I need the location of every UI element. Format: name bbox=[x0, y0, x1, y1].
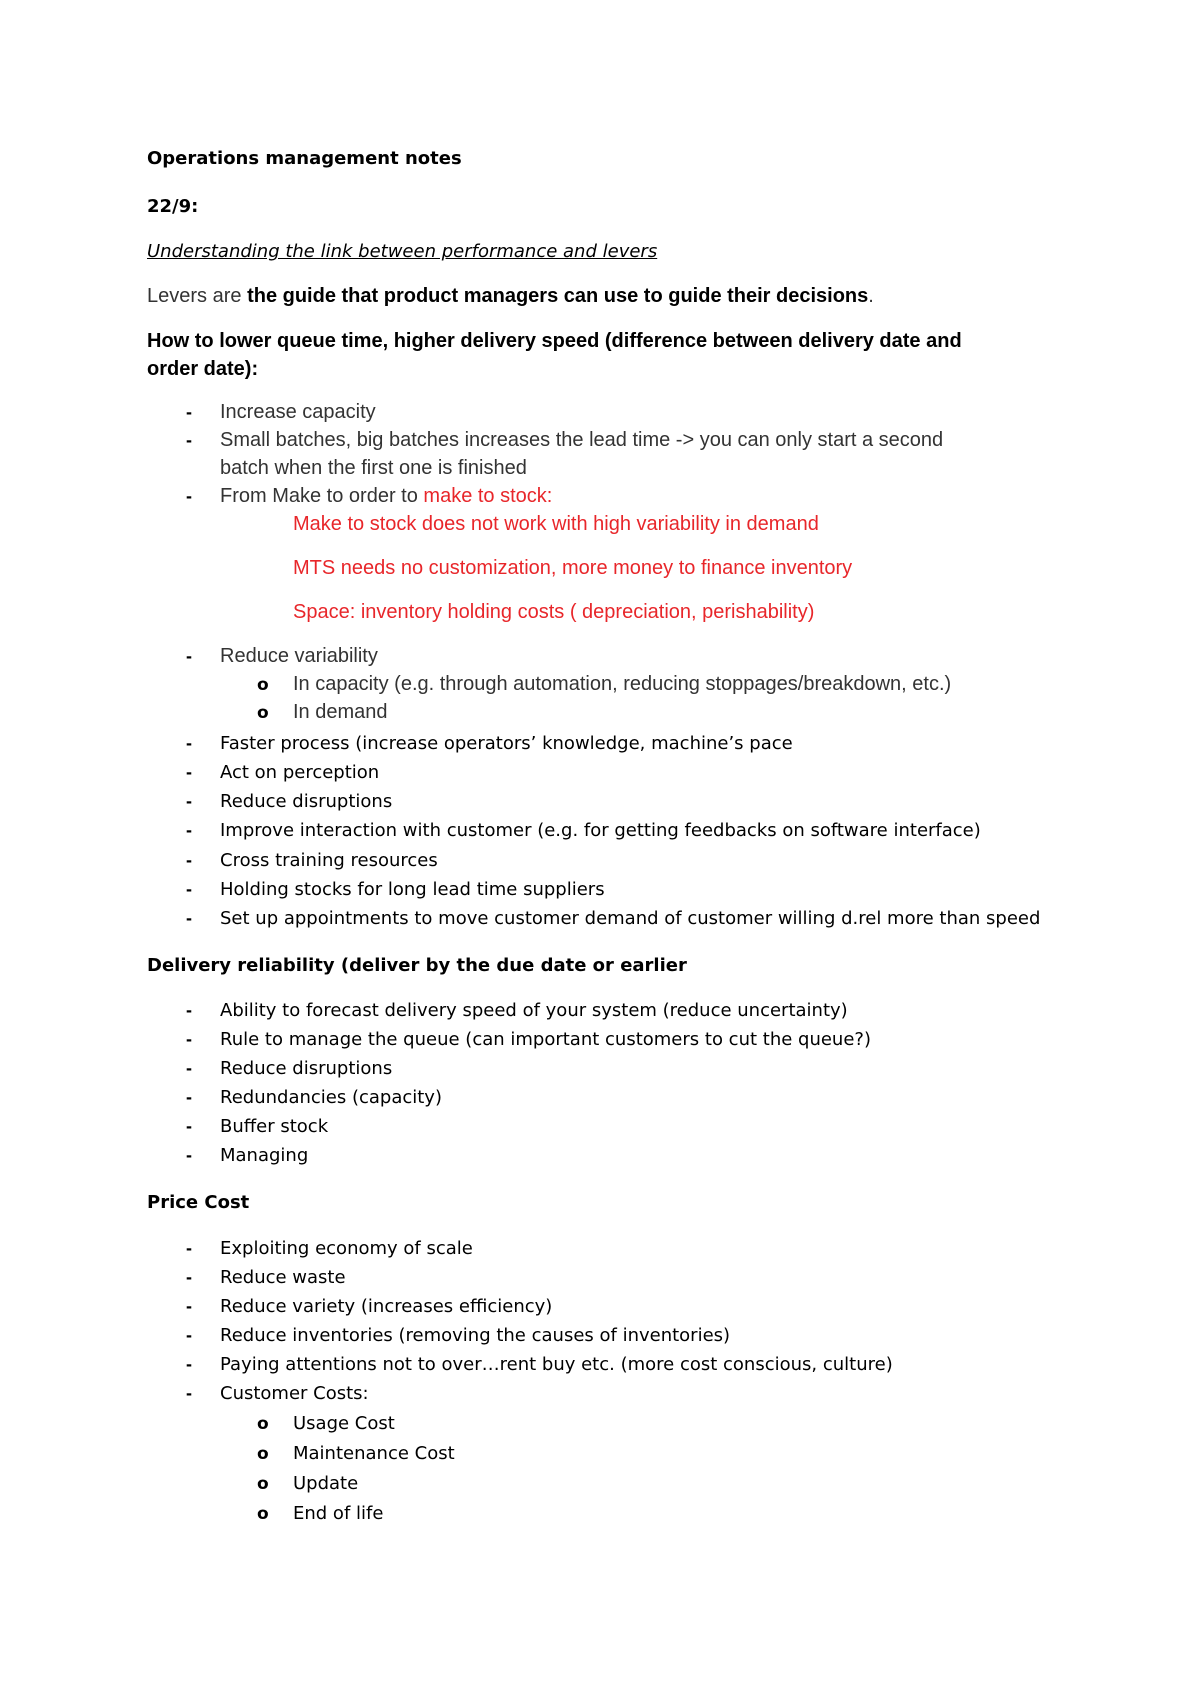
bullet-dash: - bbox=[186, 1087, 192, 1107]
bullet-circle: o bbox=[257, 1504, 269, 1524]
levers-sentence bbox=[147, 285, 874, 308]
list-item: Exploiting economy of scale bbox=[220, 1238, 473, 1259]
list-item: Ability to forecast delivery speed of your system (reduce uncertainty) bbox=[220, 1000, 848, 1021]
sub-list-item: Update bbox=[293, 1473, 359, 1494]
bullet-dash: - bbox=[186, 1325, 192, 1345]
section1-heading-line2: order date): bbox=[147, 358, 259, 380]
bullet-dash: - bbox=[186, 1238, 192, 1258]
section2-heading: Delivery reliability (deliver by the due date or earlier bbox=[147, 955, 687, 976]
list-item: Set up appointments to move customer demand of customer willing d.rel more than speed bbox=[220, 908, 1041, 929]
list-item: Reduce disruptions bbox=[220, 791, 393, 812]
list-item-text: From Make to order to bbox=[220, 485, 424, 507]
list-item: Reduce disruptions bbox=[220, 1058, 393, 1079]
bullet-dash: - bbox=[186, 1116, 192, 1136]
date-heading: 22/9: bbox=[147, 196, 199, 217]
list-item: Cross training resources bbox=[220, 850, 438, 871]
list-item: Reduce variety (increases efficiency) bbox=[220, 1296, 553, 1317]
levers-prefix: Levers are bbox=[147, 285, 248, 307]
list-item: Act on perception bbox=[220, 762, 380, 783]
bullet-circle: o bbox=[257, 675, 269, 695]
bullet-circle: o bbox=[257, 1414, 269, 1434]
section1-heading-line1: How to lower queue time, higher delivery speed (difference between delivery date and bbox=[147, 330, 962, 352]
list-item: Increase capacity bbox=[220, 401, 376, 423]
sub-list-item: In capacity (e.g. through automation, reducing stoppages/breakdown, etc.) bbox=[293, 673, 952, 695]
list-item: Holding stocks for long lead time suppliers bbox=[220, 879, 605, 900]
red-note: Make to stock does not work with high variability in demand bbox=[293, 513, 819, 535]
list-item: Buffer stock bbox=[220, 1116, 329, 1137]
bullet-dash: - bbox=[186, 1000, 192, 1020]
bullet-dash: - bbox=[186, 820, 192, 840]
list-item: Paying attentions not to over…rent buy etc. (more cost conscious, culture) bbox=[220, 1354, 893, 1375]
levers-suffix: . bbox=[868, 285, 874, 307]
list-item: Faster process (increase operators’ knowledge, machine’s pace bbox=[220, 733, 793, 754]
list-item: Reduce inventories (removing the causes of inventories) bbox=[220, 1325, 731, 1346]
list-item-red-text: make to stock: bbox=[423, 485, 553, 507]
list-item: Reduce waste bbox=[220, 1267, 346, 1288]
bullet-dash: - bbox=[186, 1383, 192, 1403]
list-item: Improve interaction with customer (e.g. for getting feedbacks on software interface) bbox=[220, 820, 981, 841]
bullet-dash: - bbox=[186, 762, 192, 782]
list-item: Small batches, big batches increases the lead time -> you can only start a second bbox=[220, 429, 944, 451]
bullet-dash: - bbox=[186, 1145, 192, 1165]
bullet-dash: - bbox=[186, 908, 192, 928]
sub-list-item: Maintenance Cost bbox=[293, 1443, 455, 1464]
levers-bold: the guide that product managers can use to guide their decisions bbox=[247, 285, 869, 307]
bullet-circle: o bbox=[257, 703, 269, 723]
bullet-dash: - bbox=[186, 486, 192, 506]
subtitle: Understanding the link between performance and levers bbox=[147, 241, 658, 262]
bullet-dash: - bbox=[186, 402, 192, 422]
bullet-dash: - bbox=[186, 646, 192, 666]
red-note: Space: inventory holding costs ( depreciation, perishability) bbox=[293, 601, 815, 623]
section3-heading: Price Cost bbox=[147, 1192, 250, 1213]
bullet-dash: - bbox=[186, 430, 192, 450]
sub-list-item: Usage Cost bbox=[293, 1413, 395, 1434]
bullet-dash: - bbox=[186, 1058, 192, 1078]
bullet-dash: - bbox=[186, 1296, 192, 1316]
bullet-circle: o bbox=[257, 1444, 269, 1464]
bullet-dash: - bbox=[186, 1029, 192, 1049]
red-note: MTS needs no customization, more money to finance inventory bbox=[293, 557, 853, 579]
list-item: Reduce variability bbox=[220, 645, 378, 667]
bullet-dash: - bbox=[186, 733, 192, 753]
sub-list-item: End of life bbox=[293, 1503, 384, 1524]
list-item: Rule to manage the queue (can important customers to cut the queue?) bbox=[220, 1029, 871, 1050]
list-item: Managing bbox=[220, 1145, 309, 1166]
bullet-dash: - bbox=[186, 1267, 192, 1287]
document-title: Operations management notes bbox=[147, 148, 462, 169]
list-item: Redundancies (capacity) bbox=[220, 1087, 442, 1108]
bullet-circle: o bbox=[257, 1474, 269, 1494]
bullet-dash: - bbox=[186, 879, 192, 899]
list-item: Customer Costs: bbox=[220, 1383, 369, 1404]
bullet-dash: - bbox=[186, 1354, 192, 1374]
sub-list-item: In demand bbox=[293, 701, 388, 723]
list-item bbox=[220, 485, 552, 508]
bullet-dash: - bbox=[186, 791, 192, 811]
list-item-continuation: batch when the first one is finished bbox=[220, 457, 527, 479]
bullet-dash: - bbox=[186, 850, 192, 870]
